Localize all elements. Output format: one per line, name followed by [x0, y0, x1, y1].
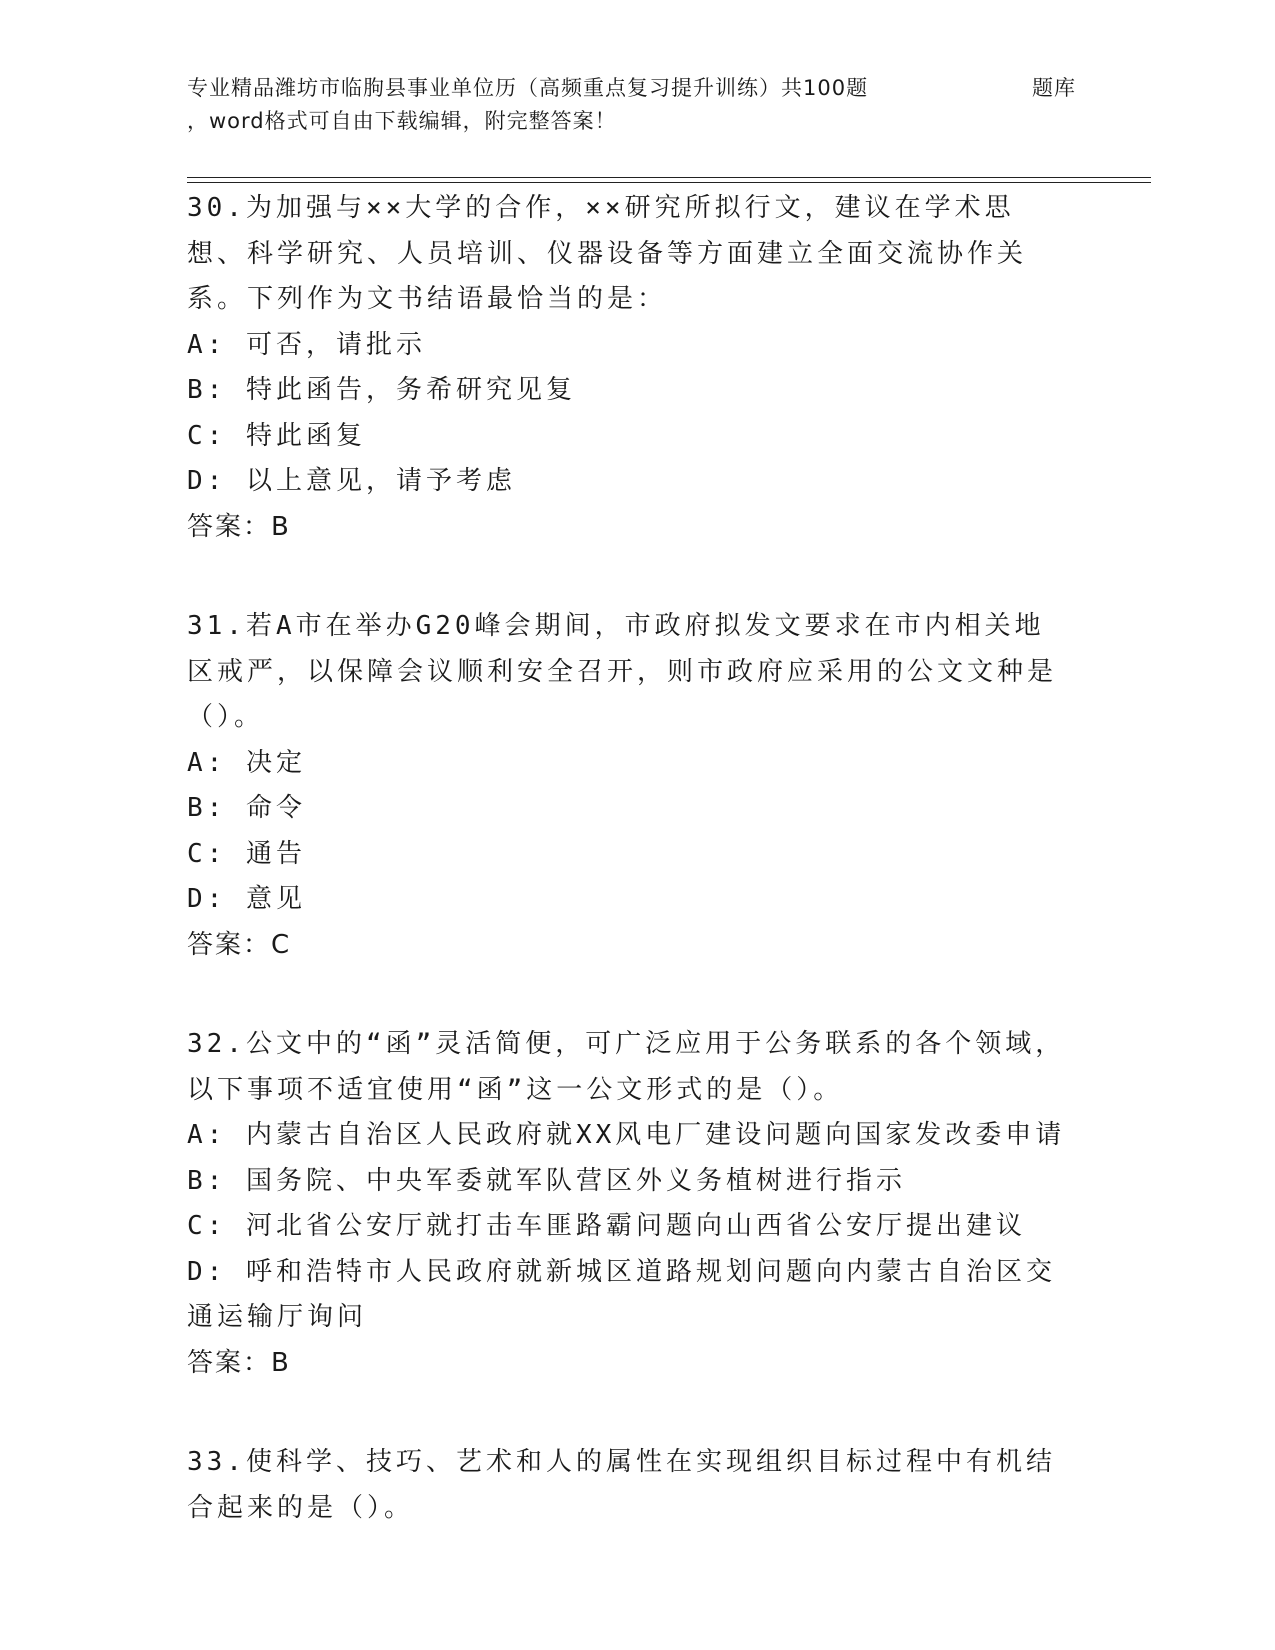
- option-b: B: 国务院、中央军委就军队营区外义务植树进行指示: [187, 1165, 906, 1196]
- option-d: D: 以上意见，请予考虑: [187, 466, 516, 496]
- option-c: C: 河北省公安厅就打击车匪路霸问题向山西省公安厅提出建议: [187, 1211, 1026, 1241]
- page-header: [187, 72, 1087, 138]
- option-d: D: 呼和浩特市人民政府就新城区道路规划问题向内蒙古自治区交通运输厅询问: [187, 1256, 1056, 1332]
- answer: 答案：C: [187, 929, 292, 960]
- question-text: 32.公文中的“函”灵活简便，可广泛应用于公务联系的各个领域，以下事项不适宜使用“函”这一公文形式的是（）。: [187, 1029, 1066, 1105]
- question-30: [187, 186, 1067, 550]
- header-line-2: ，word格式可自由下载编辑，附完整答案！: [187, 109, 617, 133]
- header-divider-bottom: [187, 182, 1151, 183]
- option-d: D: 意见: [187, 884, 306, 914]
- option-a: A: 内蒙古自治区人民政府就XX风电厂建设问题向国家发改委申请: [187, 1120, 1066, 1150]
- question-text: 31.若A市在举办G20峰会期间，市政府拟发文要求在市内相关地区戒严，以保障会议顺利安全召开，则市政府应采用的公文文种是（）。: [187, 611, 1058, 732]
- question-text: 30.为加强与××大学的合作，××研究所拟行文，建议在学术思想、科学研究、人员培训、仪器设备等方面建立全面交流协作关系。下列作为文书结语最恰当的是：: [187, 193, 1028, 314]
- option-b: B: 特此函告，务希研究见复: [187, 375, 576, 405]
- header-divider-top: [187, 177, 1151, 178]
- question-32: [187, 1022, 1067, 1386]
- option-a: A: 可否，请批示: [187, 329, 426, 360]
- question-31: [187, 604, 1067, 968]
- option-c: C: 特此函复: [187, 420, 366, 451]
- question-text: 33.使科学、技巧、艺术和人的属性在实现组织目标过程中有机结合起来的是（）。: [187, 1447, 1056, 1523]
- question-33: [187, 1440, 1067, 1531]
- header-line-1: [187, 72, 1087, 105]
- header-title: 专业精品潍坊市临朐县事业单位历（高频重点复习提升训练）共100题: [187, 76, 869, 100]
- option-c: C: 通告: [187, 838, 306, 869]
- question-list: [187, 186, 1067, 1531]
- header-tag: 题库: [1032, 76, 1076, 100]
- option-b: B: 命令: [187, 793, 306, 823]
- option-a: A: 决定: [187, 747, 306, 778]
- answer: 答案：B: [187, 511, 291, 542]
- answer: 答案：B: [187, 1347, 291, 1378]
